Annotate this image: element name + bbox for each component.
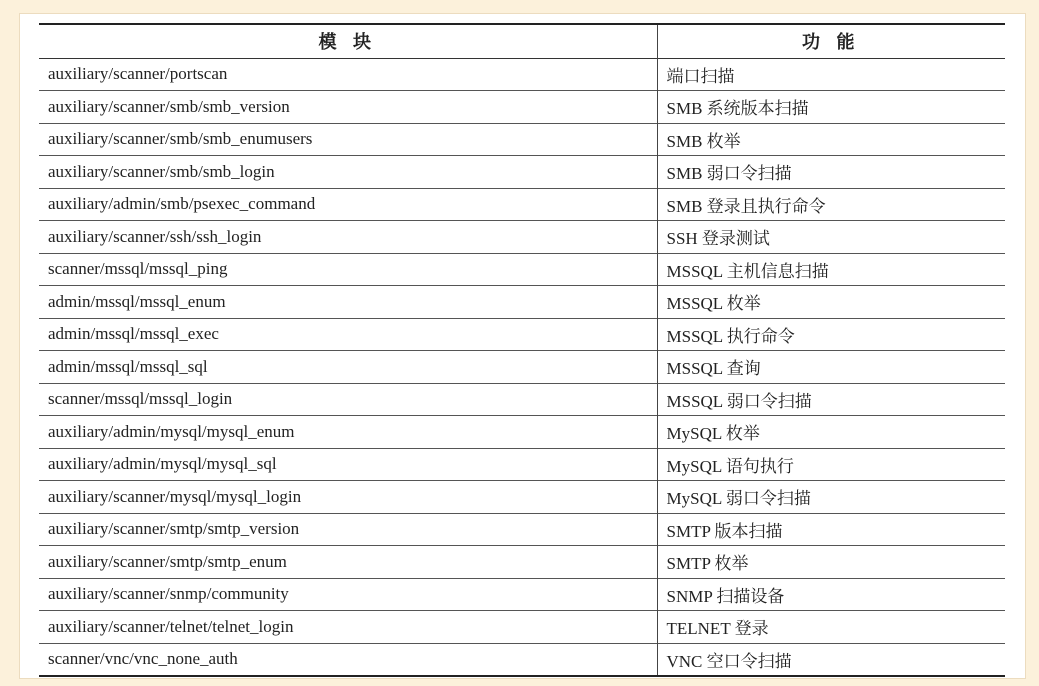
module-cell: auxiliary/scanner/portscan bbox=[48, 64, 228, 84]
table-row bbox=[39, 643, 1005, 676]
table-row bbox=[39, 513, 1005, 546]
table-body bbox=[39, 58, 1005, 676]
table-row bbox=[39, 611, 1005, 644]
document-frame bbox=[19, 13, 1026, 679]
function-cell: MSSQL 主机信息扫描 bbox=[657, 253, 1005, 286]
table-row bbox=[39, 188, 1005, 221]
module-cell: auxiliary/scanner/telnet/telnet_login bbox=[48, 616, 294, 636]
table-row bbox=[39, 448, 1005, 481]
function-cell: SMB 登录且执行命令 bbox=[657, 188, 1005, 221]
module-cell: auxiliary/admin/smb/psexec_command bbox=[48, 194, 316, 214]
module-cell: auxiliary/scanner/mysql/mysql_login bbox=[48, 486, 302, 506]
module-cell: auxiliary/scanner/smb/smb_version bbox=[48, 96, 290, 116]
table-row bbox=[39, 318, 1005, 351]
function-cell: MSSQL 弱口令扫描 bbox=[657, 383, 1005, 416]
table-row bbox=[39, 123, 1005, 156]
table-row bbox=[39, 351, 1005, 384]
table-row bbox=[39, 58, 1005, 91]
module-cell: scanner/vnc/vnc_none_auth bbox=[48, 649, 238, 668]
module-cell: auxiliary/scanner/smtp/smtp_enum bbox=[48, 551, 287, 571]
function-cell: TELNET 登录 bbox=[657, 611, 1005, 644]
module-cell: scanner/mssql/mssql_ping bbox=[48, 259, 228, 279]
function-cell: MSSQL 枚举 bbox=[657, 286, 1005, 319]
table-row bbox=[39, 253, 1005, 286]
function-cell: 端口扫描 bbox=[657, 58, 1005, 91]
module-cell: admin/mssql/mssql_sql bbox=[48, 356, 208, 376]
table-row bbox=[39, 578, 1005, 611]
module-cell: scanner/mssql/mssql_login bbox=[48, 389, 233, 409]
table-row bbox=[39, 156, 1005, 189]
function-cell: MSSQL 查询 bbox=[657, 351, 1005, 384]
table-row bbox=[39, 546, 1005, 579]
table-row bbox=[39, 481, 1005, 514]
function-cell: SMB 枚举 bbox=[657, 123, 1005, 156]
function-cell: MySQL 弱口令扫描 bbox=[657, 481, 1005, 514]
function-cell: SSH 登录测试 bbox=[657, 221, 1005, 254]
function-cell: VNC 空口令扫描 bbox=[657, 643, 1005, 676]
table-header bbox=[39, 24, 1005, 58]
module-cell: auxiliary/scanner/snmp/community bbox=[48, 584, 289, 604]
module-cell: auxiliary/admin/mysql/mysql_sql bbox=[48, 454, 277, 474]
table-row bbox=[39, 286, 1005, 319]
module-cell: admin/mssql/mssql_exec bbox=[48, 324, 219, 344]
module-cell: auxiliary/scanner/smb/smb_login bbox=[48, 161, 275, 181]
module-cell: auxiliary/scanner/smtp/smtp_version bbox=[48, 519, 300, 539]
module-cell: auxiliary/scanner/ssh/ssh_login bbox=[48, 226, 262, 246]
function-cell: MSSQL 执行命令 bbox=[657, 318, 1005, 351]
function-cell: SMB 弱口令扫描 bbox=[657, 156, 1005, 189]
table-row bbox=[39, 91, 1005, 124]
table-row bbox=[39, 221, 1005, 254]
function-cell: SNMP 扫描设备 bbox=[657, 578, 1005, 611]
function-cell: SMTP 版本扫描 bbox=[657, 513, 1005, 546]
header-module: 模 块 bbox=[318, 32, 377, 53]
modules-table bbox=[39, 23, 1005, 677]
function-cell: MySQL 语句执行 bbox=[657, 448, 1005, 481]
module-cell: auxiliary/admin/mysql/mysql_enum bbox=[48, 421, 295, 441]
module-cell: auxiliary/scanner/smb/smb_enumusers bbox=[48, 129, 313, 149]
function-cell: SMTP 枚举 bbox=[657, 546, 1005, 579]
table-row bbox=[39, 383, 1005, 416]
function-cell: SMB 系统版本扫描 bbox=[657, 91, 1005, 124]
header-row bbox=[39, 24, 1005, 58]
header-function: 功 能 bbox=[657, 24, 1005, 58]
module-cell: admin/mssql/mssql_enum bbox=[48, 291, 226, 311]
table-row bbox=[39, 416, 1005, 449]
function-cell: MySQL 枚举 bbox=[657, 416, 1005, 449]
